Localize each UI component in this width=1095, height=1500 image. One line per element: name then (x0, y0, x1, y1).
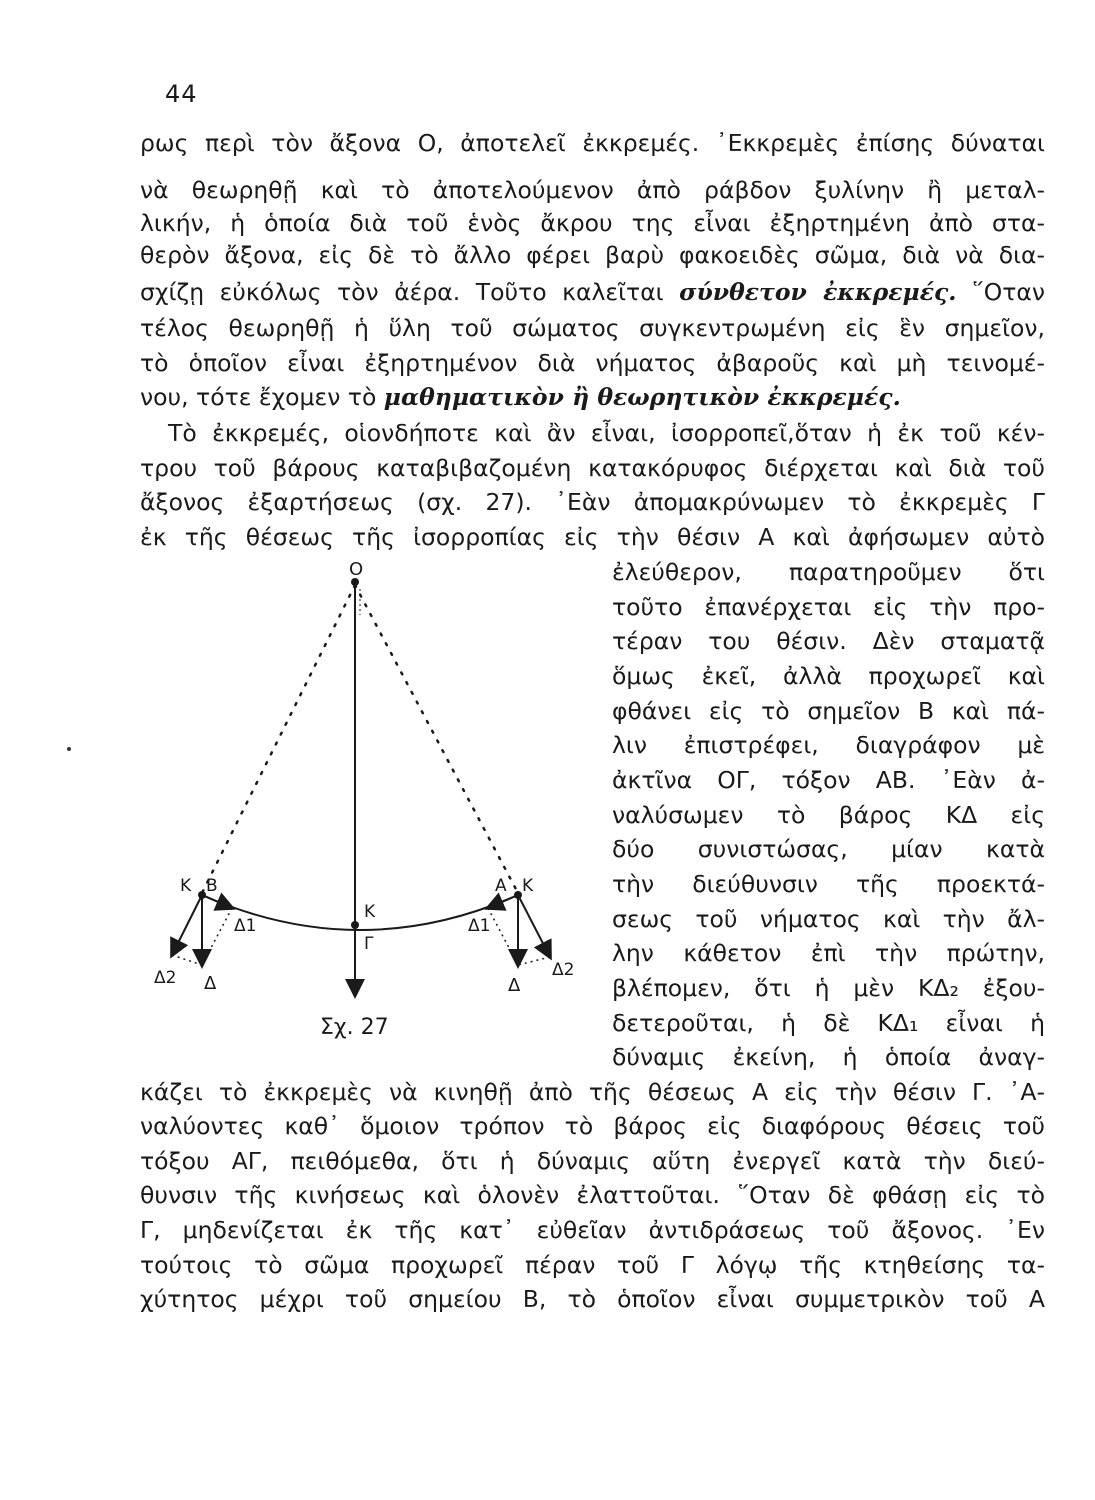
label-G: Γ (364, 934, 374, 954)
text-line-24: λην κάθετον ἐπὶ τὴν πρώτην, (612, 939, 1045, 967)
text-line-3: λικήν, ἡ ὁποία διὰ τοῦ ἑνὸς ἄκρου της εἶναι ἐξηρτημένη ἀπὸ στα- (140, 209, 1045, 237)
figure-caption: Σχ. 27 (320, 1015, 389, 1040)
text-line-33: τούτοις τὸ σῶμα προχωρεῖ πέραν τοῦ Γ λόγῳ τῆς κτηθείσης τα- (140, 1251, 1045, 1279)
parallelogram-left-a (172, 955, 202, 965)
text-line-4: θερὸν ἄξονα, εἰς δὲ τὸ ἄλλο φέρει βαρὺ φακοειδὲς σῶμα, διὰ νὰ δια- (140, 241, 1045, 269)
text-line-20: ναλύσωμεν τὸ βάρος ΚΔ εἰς (612, 801, 1045, 829)
label-D2-right: Δ2 (552, 960, 575, 980)
label-D-right: Δ (508, 975, 521, 996)
text-segment: σχίζῃ εὐκόλως τὸν ἀέρα. Τοῦτο καλεῖται (140, 278, 680, 306)
string-left-dotted (202, 585, 355, 893)
text-segment: νου, τότε ἔχομεν τὸ (140, 383, 384, 411)
text-line-15: τέραν του θέσιν. Δὲν σταματᾷ (612, 627, 1045, 655)
text-line-7: τὸ ὁποῖον εἶναι ἐξηρτημένον διὰ νήματος ἀβαροῦς καὶ μὴ τεινομέ- (140, 349, 1045, 377)
text-line-5 (140, 277, 1045, 307)
text-line-25: βλέπομεν, ὅτι ἡ μὲν ΚΔ₂ ἐξου- (612, 974, 1045, 1002)
text-line-11: ἄξονος ἐξαρτήσεως (σχ. 27). ᾿Εὰν ἀπομακρύνωμεν τὸ ἐκκρεμὲς Γ (140, 488, 1045, 516)
text-line-34: χύτητος μέχρι τοῦ σημείου Β, τὸ ὁποῖον εἶναι συμμετρικὸν τοῦ Α (140, 1285, 1045, 1313)
text-line-28: κάζει τὸ ἐκκρεμὲς νὰ κινηθῇ ἀπὸ τῆς θέσεως Α εἰς τὴν θέσιν Γ. ᾿Α- (140, 1078, 1045, 1106)
text-line-13: ἐλεύθερον, παρατηροῦμεν ὅτι (612, 558, 1045, 586)
pendulum-diagram (154, 555, 600, 1045)
text-line-9: Τὸ ἐκκρεμές, οἱονδήποτε καὶ ἂν εἶναι, ἰσορροπεῖ,ὅταν ἡ ἐκ τοῦ κέν- (168, 419, 1045, 447)
page-number: 44 (165, 80, 198, 108)
scan-speck (67, 747, 71, 751)
text-line-32: Γ, μηδενίζεται ἐκ τῆς κατ᾿ εὐθεῖαν ἀντιδράσεως τοῦ ἄξονος. ᾿Εν (140, 1216, 1045, 1244)
text-line-16: ὅμως ἐκεῖ, ἀλλὰ προχωρεῖ καὶ (612, 662, 1045, 690)
label-O: Ο (349, 559, 364, 580)
component-D1-right (488, 895, 518, 908)
label-D-left: Δ (204, 973, 217, 994)
component-D2-right (518, 895, 550, 957)
label-D1-right: Δ1 (468, 916, 491, 936)
parallelogram-right-a (518, 957, 550, 965)
text-line-14: τοῦτο ἐπανέρχεται εἰς τὴν προ- (612, 593, 1045, 621)
label-D2-left: Δ2 (154, 968, 177, 988)
text-line-21: δύο συνιστώσας, μίαν κατὰ (612, 835, 1045, 863)
bob-center (351, 921, 359, 929)
text-line-10: τρου τοῦ βάρους καταβιβαζομένη κατακόρυφος διέρχεται καὶ διὰ τοῦ (140, 454, 1045, 482)
text-line-1: ρως περὶ τὸν ἄξονα Ο, ἀποτελεῖ ἐκκρεμές. ᾿Εκκρεμὲς ἐπίσης δύναται (140, 129, 1045, 157)
label-D1-left: Δ1 (234, 916, 257, 936)
text-line-26: δετεροῦται, ἡ δὲ ΚΔ₁ εἶναι ἡ (612, 1009, 1045, 1037)
label-A: Α (495, 876, 507, 896)
text-line-30: τόξου ΑΓ, πειθόμεθα, ὅτι ἡ δύναμις αὕτη ἐνεργεῖ κατὰ τὴν διεύ- (140, 1147, 1045, 1175)
text-line-12: ἐκ τῆς θέσεως τῆς ἰσορροπίας εἰς τὴν θέσιν Α καὶ ἀφήσωμεν αὐτὸ (140, 523, 1045, 551)
term-compound-pendulum: σύνθετον ἐκκρεμές. (679, 278, 957, 306)
label-K-left: Κ (180, 876, 192, 896)
label-K-center: Κ (364, 902, 376, 922)
text-line-2: νὰ θεωρηθῇ καὶ τὸ ἀποτελούμενον ἀπὸ ράβδον ξυλίνην ἢ μεταλ- (140, 176, 1045, 204)
label-K-right: Κ (522, 876, 534, 896)
text-segment: ῞Οταν (956, 278, 1046, 306)
text-line-17: φθάνει εἰς τὸ σημεῖον Β καὶ πά- (612, 697, 1045, 725)
text-line-29: ναλύοντες καθ᾿ ὅμοιον τρόπον τὸ βάρος εἰς διαφόρους θέσεις τοῦ (140, 1112, 1045, 1140)
label-B: Β (206, 876, 218, 896)
text-line-8 (140, 382, 1045, 412)
component-D2-left (172, 895, 202, 955)
text-line-31: θυνσιν τῆς κινήσεως καὶ ὁλονὲν ἐλαττοῦται. ῞Οταν δὲ φθάσῃ εἰς τὸ (140, 1181, 1045, 1209)
text-line-19: ἀκτῖνα ΟΓ, τόξον ΑΒ. ᾿Εὰν ἀ- (612, 766, 1045, 794)
text-line-6: τέλος θεωρηθῇ ἡ ὕλη τοῦ σώματος συγκεντρωμένη εἰς ἓν σημεῖον, (140, 314, 1045, 342)
pendulum-figure (154, 555, 600, 1045)
text-line-22: τὴν διεύθυνσιν τῆς προεκτά- (612, 870, 1045, 898)
text-line-27: δύναμις ἐκείνη, ἡ ὁποία ἀναγ- (612, 1043, 1045, 1071)
component-D1-left (202, 895, 232, 908)
term-mathematical-pendulum: μαθηματικὸν ἢ θεωρητικὸν ἐκκρεμές. (383, 383, 901, 411)
text-line-23: σεως τοῦ νήματος καὶ τὴν ἄλ- (612, 905, 1045, 933)
parallelogram-left-b (202, 908, 232, 965)
parallelogram-right-b (488, 908, 518, 965)
string-right-dotted (355, 585, 518, 893)
text-line-18: λιν ἐπιστρέφει, διαγράφον μὲ (612, 731, 1045, 759)
